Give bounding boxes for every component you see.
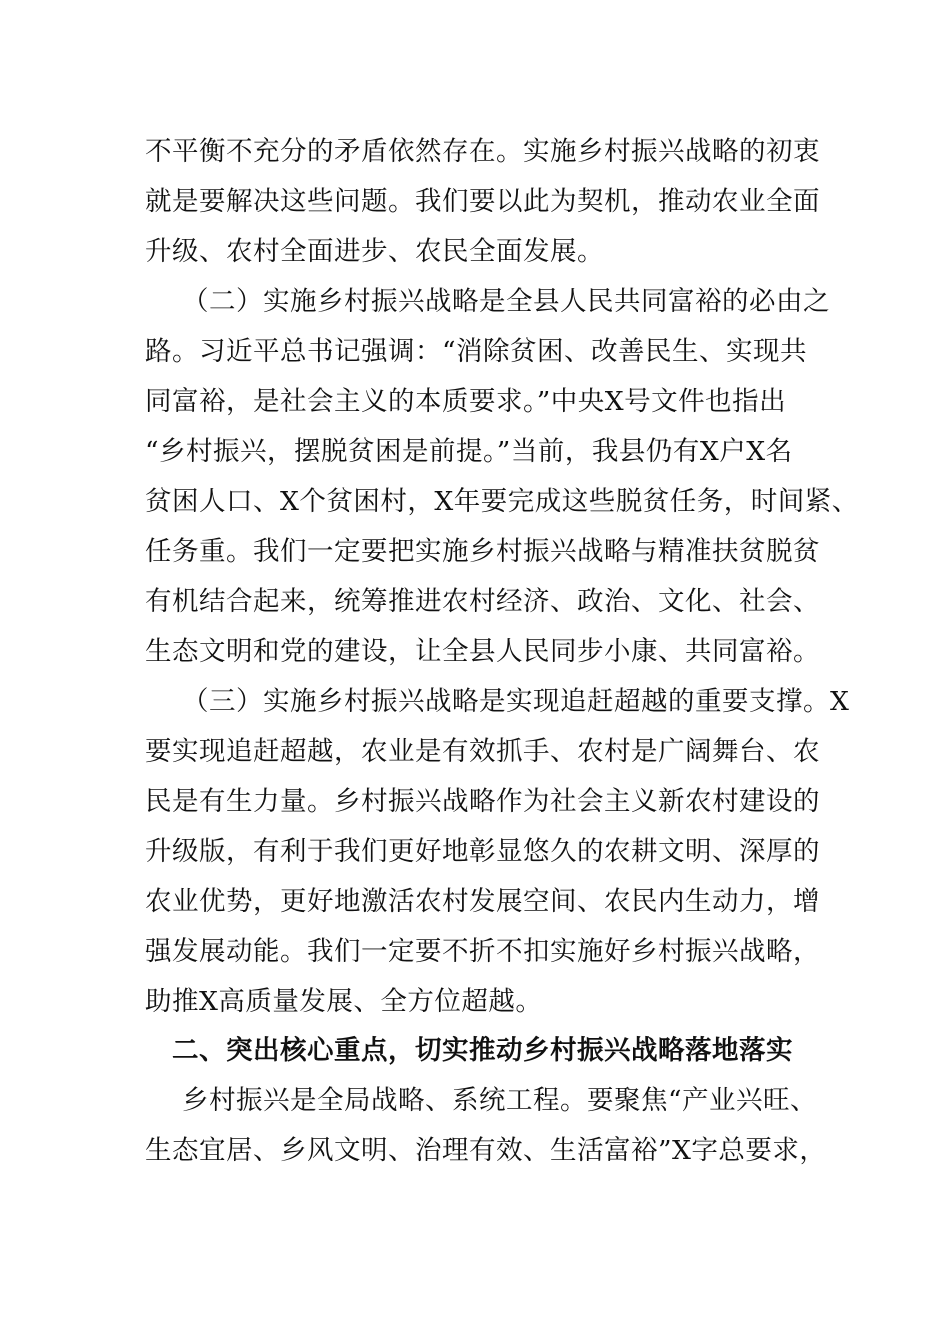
body-text-line: 贫困人口、X个贫困村，X年要完成这些脱贫任务，时间紧、 [145,486,859,517]
body-text-line: 要实现追赶超越，农业是有效抓手、农村是广阔舞台、农 [145,736,820,767]
paragraph-heading-line: （三）实施乡村振兴战略是实现追赶超越的重要支撑。X [182,686,850,717]
body-text-line: 路。习近平总书记强调：“消除贫困、改善民生、实现共 [145,336,808,367]
body-text-line: 同富裕，是社会主义的本质要求。”中央X号文件也指出 [145,386,787,417]
body-text-line: 助推X高质量发展、全方位超越。 [145,986,543,1017]
body-text-line: 就是要解决这些问题。我们要以此为契机，推动农业全面 [145,186,820,217]
body-text-line: 升级、农村全面进步、农民全面发展。 [145,236,604,267]
body-text-line: 强发展动能。我们一定要不折不扣实施好乡村振兴战略， [145,936,820,967]
body-text-line: 有机结合起来，统筹推进农村经济、政治、文化、社会、 [145,586,820,617]
body-text-line: 乡村振兴是全局战略、系统工程。要聚焦“产业兴旺、 [182,1085,818,1116]
body-text-line: 农业优势，更好地激活农村发展空间、农民内生动力，增 [145,886,820,917]
section-heading: 二、突出核心重点，切实推动乡村振兴战略落地落实 [172,1035,793,1066]
body-text-line: 升级版，有利于我们更好地彰显悠久的农耕文明、深厚的 [145,836,820,867]
body-text-line: 民是有生力量。乡村振兴战略作为社会主义新农村建设的 [145,786,820,817]
body-text-line: “乡村振兴，摆脱贫困是前提。”当前，我县仍有X户X名 [145,436,793,467]
paragraph-heading-line: （二）实施乡村振兴战略是全县人民共同富裕的必由之 [182,286,830,317]
body-text-line: 生态文明和党的建设，让全县人民同步小康、共同富裕。 [145,636,820,667]
body-text-line: 不平衡不充分的矛盾依然存在。实施乡村振兴战略的初衷 [145,136,820,167]
body-text-line: 任务重。我们一定要把实施乡村振兴战略与精准扶贫脱贫 [145,536,820,567]
body-text-line: 生态宜居、乡风文明、治理有效、生活富裕”X字总要求， [145,1135,827,1166]
